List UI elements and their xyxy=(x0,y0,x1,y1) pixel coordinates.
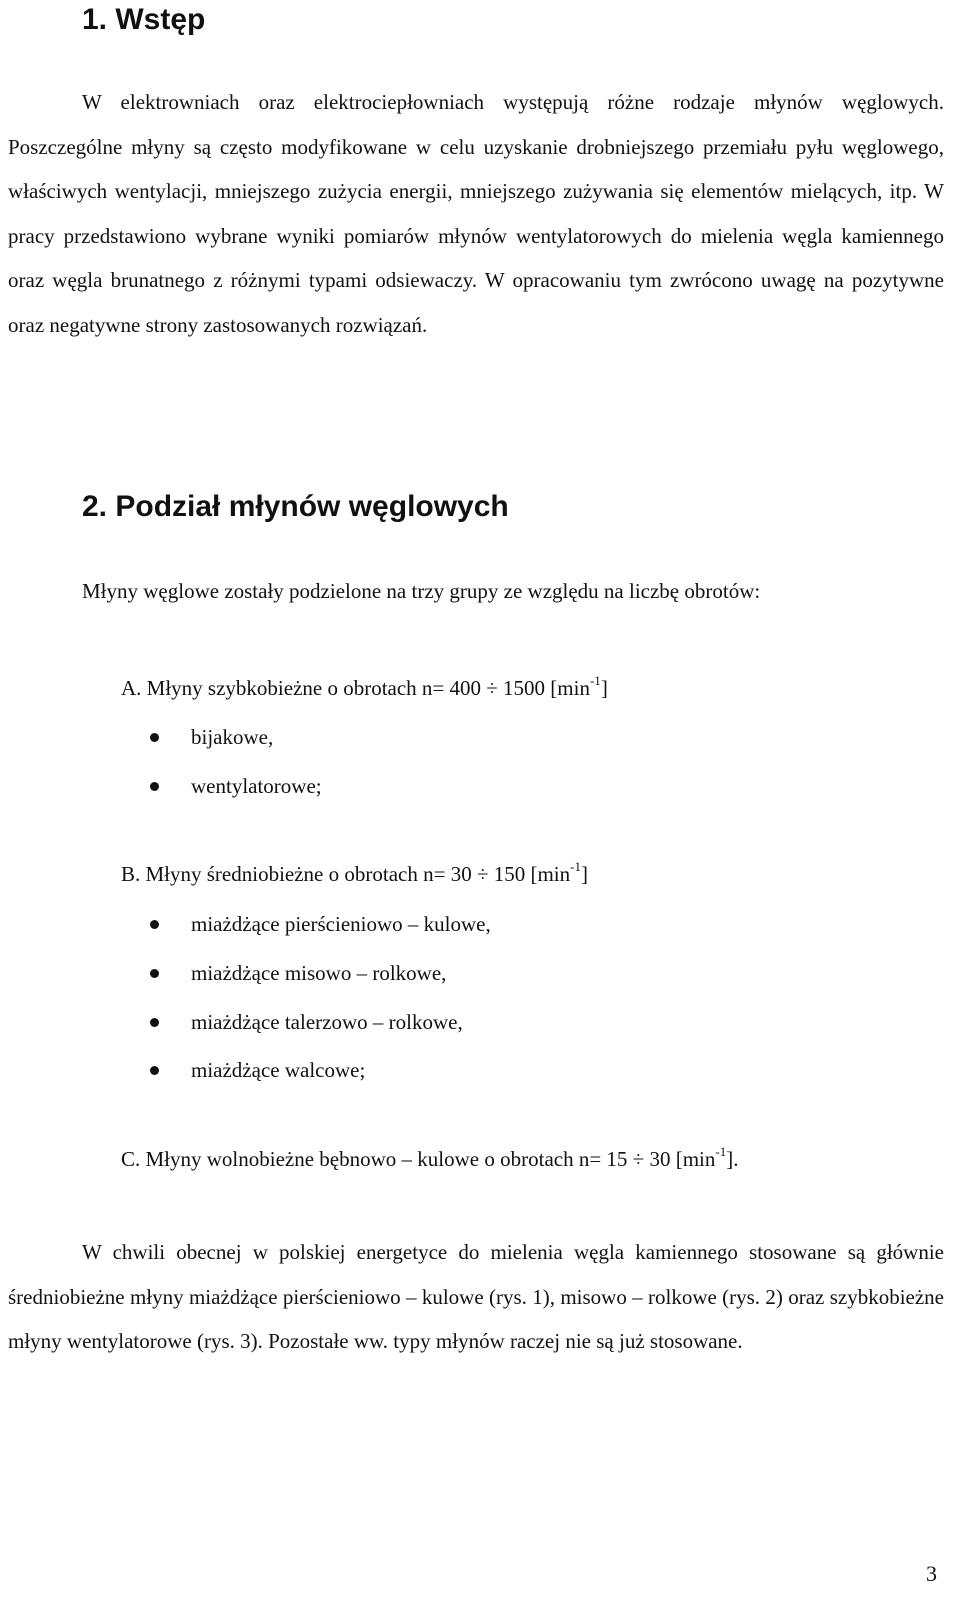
group-a-label-tail: ] xyxy=(600,676,608,700)
closing-paragraph xyxy=(8,1230,944,1364)
section-1-paragraph xyxy=(8,80,944,347)
group-a-label xyxy=(121,674,608,702)
bullet-icon xyxy=(150,920,159,929)
group-a-item-text: wentylatorowe; xyxy=(191,774,322,798)
group-c-label-text: C. Młyny wolnobieżne bębnowo – kulowe o obrotach n= 15 ÷ 30 [min xyxy=(121,1147,716,1171)
bullet-icon xyxy=(150,1066,159,1075)
group-c-exponent: -1 xyxy=(715,1144,727,1159)
group-b-exponent: -1 xyxy=(570,859,581,874)
group-b-item-text: miażdżące walcowe; xyxy=(191,1058,366,1082)
bullet-icon xyxy=(150,969,159,978)
section-2-intro: Młyny węglowe zostały podzielone na trzy grupy ze względu na liczbę obrotów: xyxy=(82,579,761,603)
group-c-label-tail: ]. xyxy=(726,1147,739,1171)
group-b-label-text: B. Młyny średniobieżne o obrotach n= 30 ÷ 150 [min xyxy=(121,862,571,886)
group-b-item-text: miażdżące talerzowo – rolkowe, xyxy=(191,1010,463,1034)
section-1-paragraph-text: W elektrowniach oraz elektrociepłowniach występują różne rodzaje młynów węglowych. Poszczególne młyny są często modyfikowane w celu uzyskanie drobniejszego przemiału pyłu węglowego, właściwych wentylacji, mniejszego zużycia energii, mniejszego zużywania się elementów mielących, itp. W pracy przedstawiono wybrane wyniki pomiarów młynów wentylatorowych do mielenia węgla kamiennego oraz węgla brunatnego z różnymi typami odsiewaczy. W opracowaniu tym zwrócono uwagę na pozytywne oraz negatywne strony zastosowanych rozwiązań. xyxy=(8,90,944,337)
page-number: 3 xyxy=(926,1561,937,1586)
group-b-label-tail: ] xyxy=(580,862,588,886)
group-b-label xyxy=(121,860,588,888)
group-b-item-text: miażdżące pierścieniowo – kulowe, xyxy=(191,912,491,936)
group-a-item-text: bijakowe, xyxy=(191,725,274,749)
bullet-icon xyxy=(150,782,159,791)
closing-paragraph-text: W chwili obecnej w polskiej energetyce do mielenia węgla kamiennego stosowane są głównie średniobieżne młyny miażdżące pierścieniowo – kulowe (rys. 1), misowo – rolkowe (rys. 2) oraz szybkobieżne młyny wentylatorowe (rys. 3). Pozostałe ww. typy młynów raczej nie są już stosowane. xyxy=(8,1240,944,1353)
bullet-icon xyxy=(150,1018,159,1027)
group-a-exponent: -1 xyxy=(589,673,601,688)
section-2-heading: 2. Podział młynów węglowych xyxy=(82,490,509,523)
bullet-icon xyxy=(150,733,159,742)
section-1-heading: 1. Wstęp xyxy=(82,3,206,36)
group-c-label xyxy=(121,1145,738,1173)
group-b-item-text: miażdżące misowo – rolkowe, xyxy=(191,961,447,985)
group-a-label-text: A. Młyny szybkobieżne o obrotach n= 400 ÷ 1500 [min xyxy=(121,676,590,700)
